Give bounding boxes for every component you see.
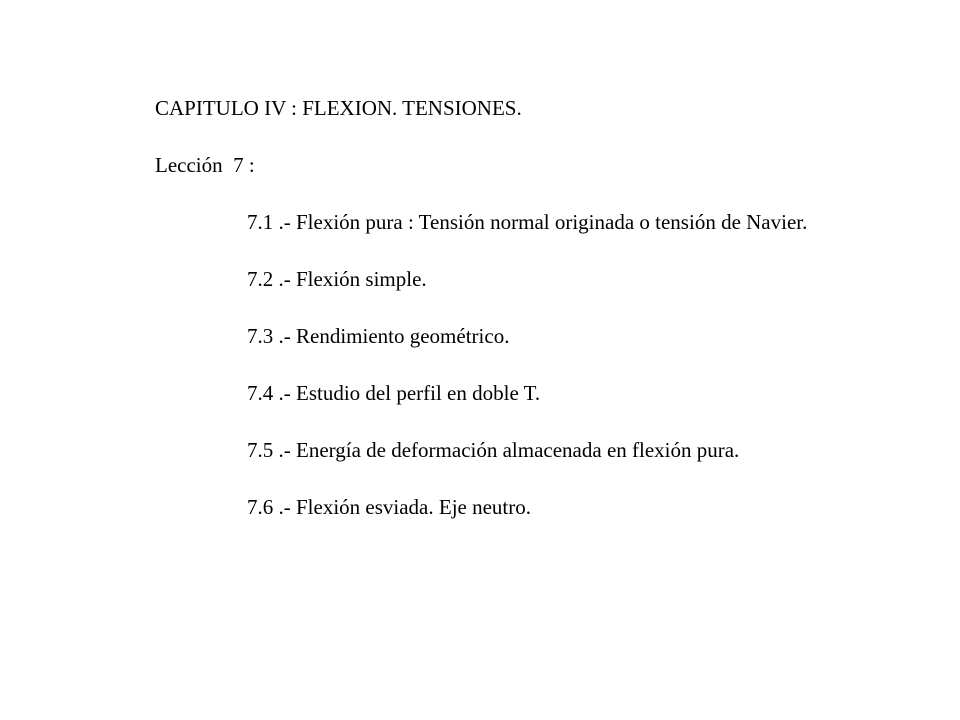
list-item: 7.4 .- Estudio del perfil en doble T.	[247, 381, 541, 405]
list-item: 7.2 .- Flexión simple.	[247, 267, 427, 291]
list-item: 7.3 .- Rendimiento geométrico.	[247, 324, 510, 348]
list-item: 7.5 .- Energía de deformación almacenada en flexión pura.	[247, 438, 740, 462]
lesson-label: Lección 7 :	[155, 153, 255, 177]
chapter-title: CAPITULO IV : FLEXION. TENSIONES.	[155, 96, 522, 120]
list-item: 7.1 .- Flexión pura : Tensión normal originada o tensión de Navier.	[247, 210, 808, 234]
list-item: 7.6 .- Flexión esviada. Eje neutro.	[247, 495, 532, 519]
